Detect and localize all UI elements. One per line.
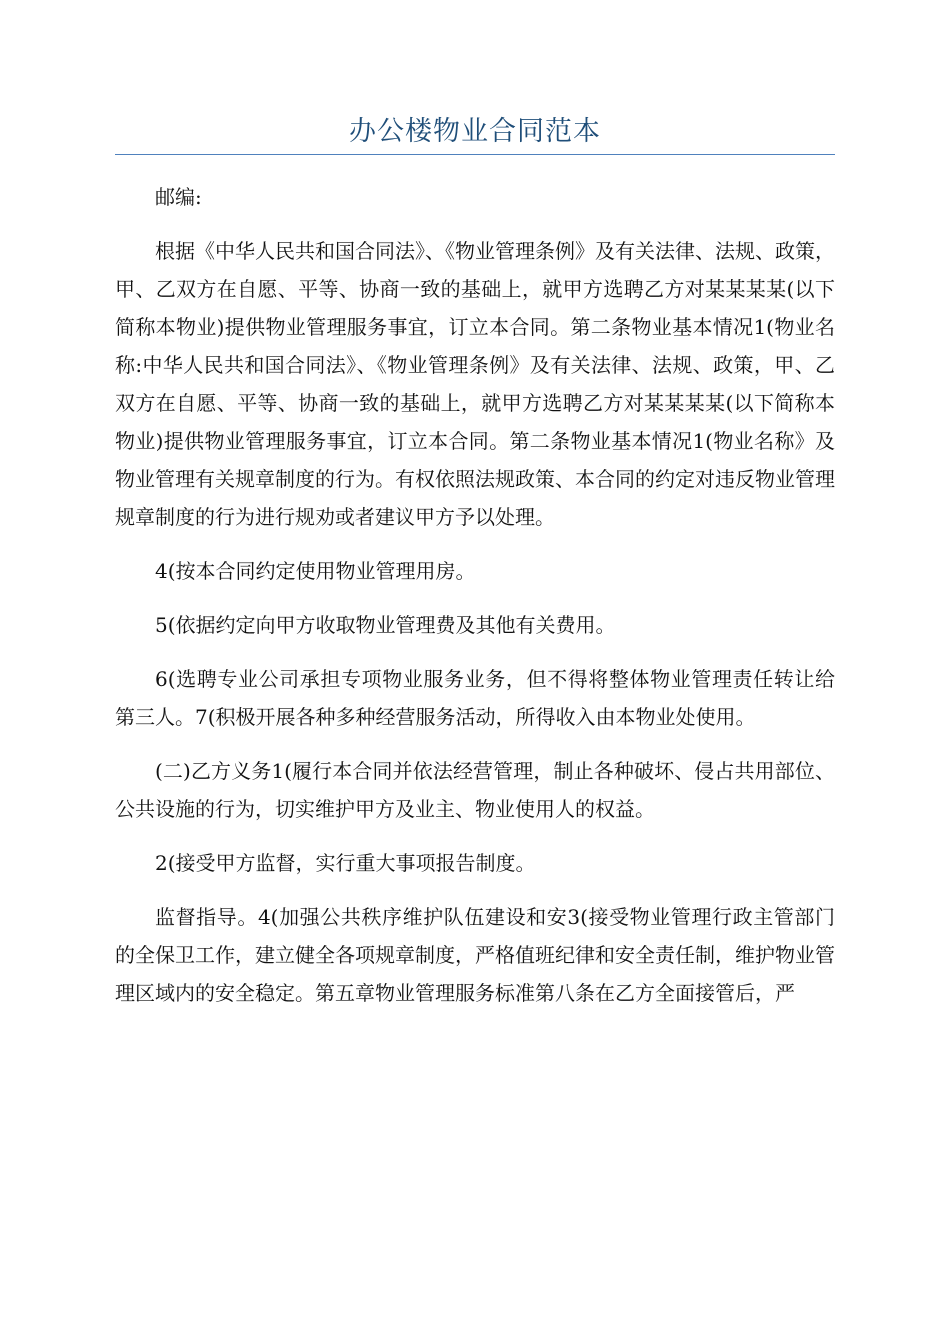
paragraph-obligation-2: 2(接受甲方监督，实行重大事项报告制度。 bbox=[155, 851, 536, 875]
document-body bbox=[115, 178, 835, 1028]
paragraph-postcode: 邮编: bbox=[155, 185, 202, 209]
title-underline bbox=[115, 154, 835, 155]
paragraph-preamble: 根据《中华人民共和国合同法》、《物业管理条例》及有关法律、法规、政策，甲、乙双方在自愿、平等、协商一致的基础上，就甲方选聘乙方对某某某某(以下简称本物业)提供物业管理服务事宜，订立本合同。第二条物业基本情况1(物业名称:中华人民共和国合同法》、《物业管理条例》及有关法律、法规、政策，甲、乙双方在自愿、平等、协商一致的基础上，就甲方选聘乙方对某某某某(以下简称本物业)提供物业管理服务事宜，订立本合同。第二条物业基本情况1(物业名称》及物业管理有关规章制度的行为。有权依照法规政策、本合同的约定对违反物业管理规章制度的行为进行规劝或者建议甲方予以处理。 bbox=[115, 239, 835, 529]
paragraph-item-4: 4(按本合同约定使用物业管理用房。 bbox=[155, 559, 476, 583]
paragraph-party-b-obligations: (二)乙方义务1(履行本合同并依法经营管理，制止各种破坏、侵占共用部位、公共设施的行为，切实维护甲方及业主、物业使用人的权益。 bbox=[115, 759, 835, 821]
document-title: 办公楼物业合同范本 bbox=[349, 116, 601, 147]
paragraph-item-6-7: 6(选聘专业公司承担专项物业服务业务，但不得将整体物业管理责任转让给第三人。7(积极开展各种多种经营服务活动，所得收入由本物业处使用。 bbox=[115, 667, 835, 729]
paragraph-supervision: 监督指导。4(加强公共秩序维护队伍建设和安3(接受物业管理行政主管部门的全保卫工作，建立健全各项规章制度，严格值班纪律和安全责任制，维护物业管理区域内的安全稳定。第五章物业管理服务标准第八条在乙方全面接管后，严 bbox=[115, 905, 835, 1005]
paragraph-item-5: 5(依据约定向甲方收取物业管理费及其他有关费用。 bbox=[155, 613, 616, 637]
